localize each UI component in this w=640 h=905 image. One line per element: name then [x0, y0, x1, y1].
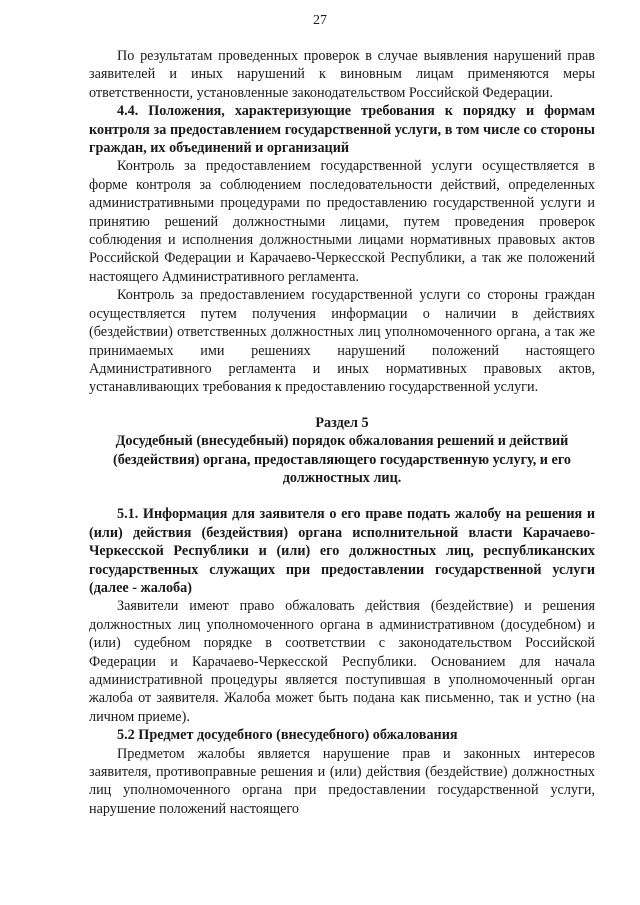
heading-5-2: 5.2 Предмет досудебного (внесудебного) обжалования	[117, 727, 458, 744]
paragraph-control-1: Контроль за предоставлением государственной услуги осуществляется в форме контроля за соблюдением последовательности действий, определенных административными процедурами по предоставлению государственной услуги и принятию решений должностными лицами, путем проведения проверок соблюдения и исполнения должностными лицами нормативных правовых актов Российской Федерации и Карачаево-Черкесской Республики, а так же положений настоящего Административного регламента.	[89, 158, 595, 285]
paragraph-subject: Предметом жалобы является нарушение прав и законных интересов заявителя, противоправные решения и (или) действия (бездействие) должностных лиц уполномоченного органа при предоставлении государственной услуги, нарушение положений настоящего	[89, 745, 595, 817]
paragraph-control-2: Контроль за предоставлением государственной услуги со стороны граждан осуществляется путем получения информации о наличии в действиях (бездействии) ответственных должностных лиц уполномоченного органа, а так же принимаемых ими решениях нарушений положений настоящего Административного регламента и иных нормативных правовых актов, устанавливающих требования к предоставлению государственной услуги.	[89, 287, 595, 396]
paragraph-intro: По результатам проведенных проверок в случае выявления нарушений прав заявителей и иных нарушений к виновным лицам применяются меры ответственности, установленные законодательством Российской Федерации.	[89, 48, 595, 101]
section-title: Раздел 5	[315, 414, 369, 431]
paragraph-appeal: Заявители имеют право обжаловать действия (бездействие) и решения должностных лиц уполномоченного органа в административном (досудебном) и (или) судебном порядке в соответствии с законодательством Российской Федерации и Карачаево-Черкесской Республики. Основанием для начала административной процедуры является поступившая в уполномоченный орган жалоба от заявителя. Жалоба может быть подана как письменно, так и устно (на личном приеме).	[89, 598, 595, 725]
page-content	[89, 47, 595, 818]
heading-5-1: 5.1. Информация для заявителя о его праве подать жалобу на решения и (или) действия (бездействия) органа исполнительной власти Карачаево-Черкесской Республики и (или) его должностных лиц, республиканских государственных служащих при предоставлении государственной услуги (далее - жалоба)	[89, 506, 595, 596]
heading-4-4: 4.4. Положения, характеризующие требования к порядку и формам контроля за предоставлением государственной услуги, в том числе со стороны граждан, их объединений и организаций	[89, 103, 595, 157]
section-subtitle: Досудебный (внесудебный) порядок обжалования решений и действий (бездействия) органа, предоставляющего государственную услугу, и его должностных лиц.	[112, 433, 571, 486]
page-number: 27	[313, 13, 327, 28]
